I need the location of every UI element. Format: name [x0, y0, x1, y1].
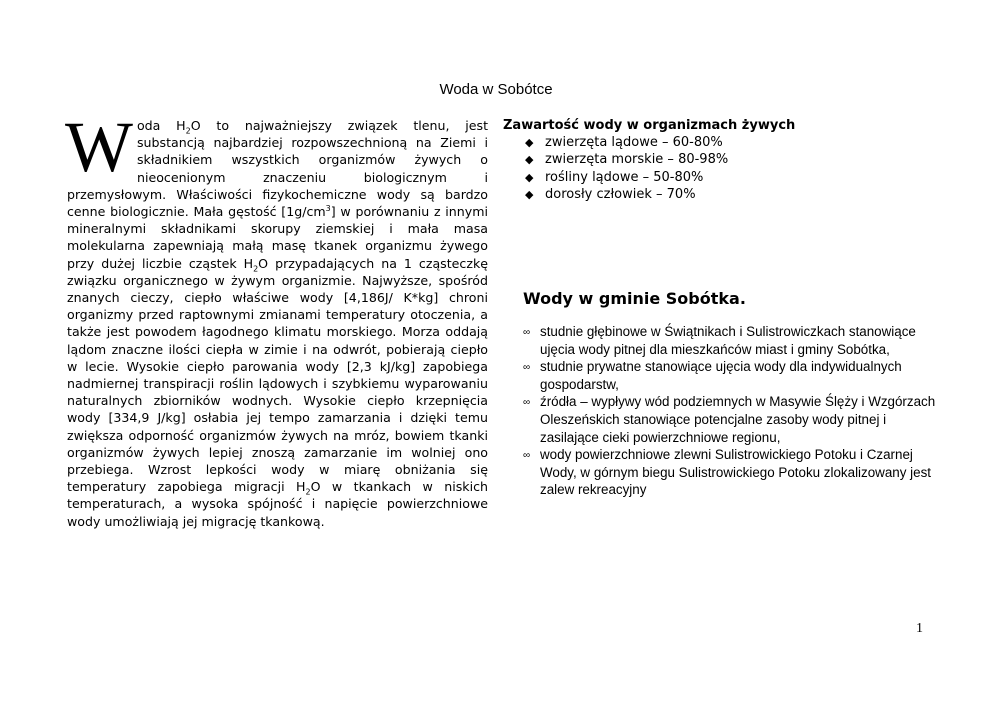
- page-number: 1: [916, 621, 923, 636]
- list-item: [523, 446, 943, 499]
- intro-text-1: oda H: [136, 118, 186, 133]
- list-item: [525, 151, 923, 168]
- intro-text-2: O to najważniejszy związek tlenu, jest substancją najbardziej rozpowszechnioną na Ziemi i składnikiem wszystkich organizmów żywych o nieocenionym znaczeniu biologicznym i przemysłowym. Właściwości fizykochemiczne wody są bardzo cenne biologicznie. Mała gęstość [1g/cm: [67, 118, 489, 220]
- gmina-water-list: [523, 323, 943, 499]
- list-item-text: rośliny lądowe – 50-80%: [545, 169, 704, 185]
- list-item-text: zwierzęta lądowe – 60-80%: [545, 135, 723, 150]
- diamond-bullet-icon: ◆: [525, 136, 534, 149]
- list-item-text: wody powierzchniowe zlewni Sulistrowickiego Potoku i Czarnej Wody, w górnym biegu Sulistrowickiego Potoku zlokalizowany jest zalew rekreacyjny: [540, 447, 931, 498]
- list-item-text: źródła – wypływy wód podziemnych w Masywie Ślęży i Wzgórzach Oleszeńskich stanowiące potencjalne zasoby wody pitnej i zasilające cieki powierzchniowe regionu,: [540, 394, 936, 445]
- gmina-section-title: Wody w gminie Sobótka.: [523, 289, 746, 308]
- intro-text-5: O w tkankach w niskich temperaturach, a wysoka spójność i napięcie powierzchniowe wody umożliwiają jej migrację tkankową.: [67, 479, 488, 529]
- drop-cap: W: [65, 107, 133, 187]
- intro-text-4: O przypadających na 1 cząsteczkę związku organicznego w żywym organizmie. Najwyższe, spośród znanych cieczy, ciepło właściwe wody [4,186J/ K*kg] chroni organizmy przed raptownymi zmianami temperatury otoczenia, a także jest powodem łagodnego klimatu morskiego. Morza oddają lądom znaczne ilości ciepła w zimie i na odwrót, pobierają ciepło w lecie. Wysokie ciepło parowania wody [2,3 kJ/kg] zapobiega nadmiernej transpiracji roślin lądowych i szybkiemu wyparowaniu naturalnych zbiorników wodnych. Wysokie ciepło krzepnięcia wody [334,9 J/kg] osłabia jej tempo zamarzania i dzięki temu zwiększa odporność organizmów żywych na mróz, bowiem tkanki organizmów żywych lepiej znoszą zamarzanie im wolniej ono przebiega. Wzrost lepkości wody w miarę obniżania się temperatury zapobiega migracji H: [67, 255, 488, 495]
- subscript-2c: 2: [305, 487, 311, 497]
- water-content-list: [503, 134, 923, 203]
- list-item: [523, 358, 943, 393]
- list-item-text: dorosły człowiek – 70%: [545, 186, 696, 202]
- intro-text-column: [65, 107, 489, 530]
- subscript-2: 2: [185, 126, 191, 136]
- infinity-bullet-icon: ∞: [523, 397, 531, 409]
- infinity-bullet-icon: ∞: [523, 362, 531, 374]
- list-item: [523, 393, 943, 446]
- list-item: [525, 134, 923, 151]
- subscript-2b: 2: [253, 264, 259, 274]
- water-content-heading: Zawartość wody w organizmach żywych: [503, 118, 796, 133]
- diamond-bullet-icon: ◆: [525, 187, 534, 201]
- diamond-bullet-icon: ◆: [525, 153, 534, 167]
- list-item: [525, 169, 923, 186]
- list-item-text: studnie prywatne stanowiące ujęcia wody dla indywidualnych gospodarstw,: [540, 359, 902, 392]
- intro-text-3: ] w porównaniu z innymi mineralnymi składnikami skorupy ziemskiej i mała masa molekularna zapewniają małą masę tkanek organizmu żywego przy dużej liczbie cząstek H: [67, 204, 488, 271]
- list-item: [525, 186, 923, 203]
- water-content-section: [503, 117, 923, 203]
- infinity-bullet-icon: ∞: [523, 450, 531, 462]
- superscript-3: 3: [325, 203, 331, 213]
- page-title: Woda w Sobótce: [439, 81, 553, 98]
- diamond-bullet-icon: ◆: [525, 170, 534, 184]
- list-item: [523, 323, 943, 358]
- infinity-bullet-icon: ∞: [523, 327, 531, 338]
- list-item-text: studnie głębinowe w Świątnikach i Sulistrowiczkach stanowiące ujęcia wody pitnej dla mieszkańców miast i gminy Sobótka,: [540, 324, 916, 357]
- list-item-text: zwierzęta morskie – 80-98%: [545, 152, 729, 168]
